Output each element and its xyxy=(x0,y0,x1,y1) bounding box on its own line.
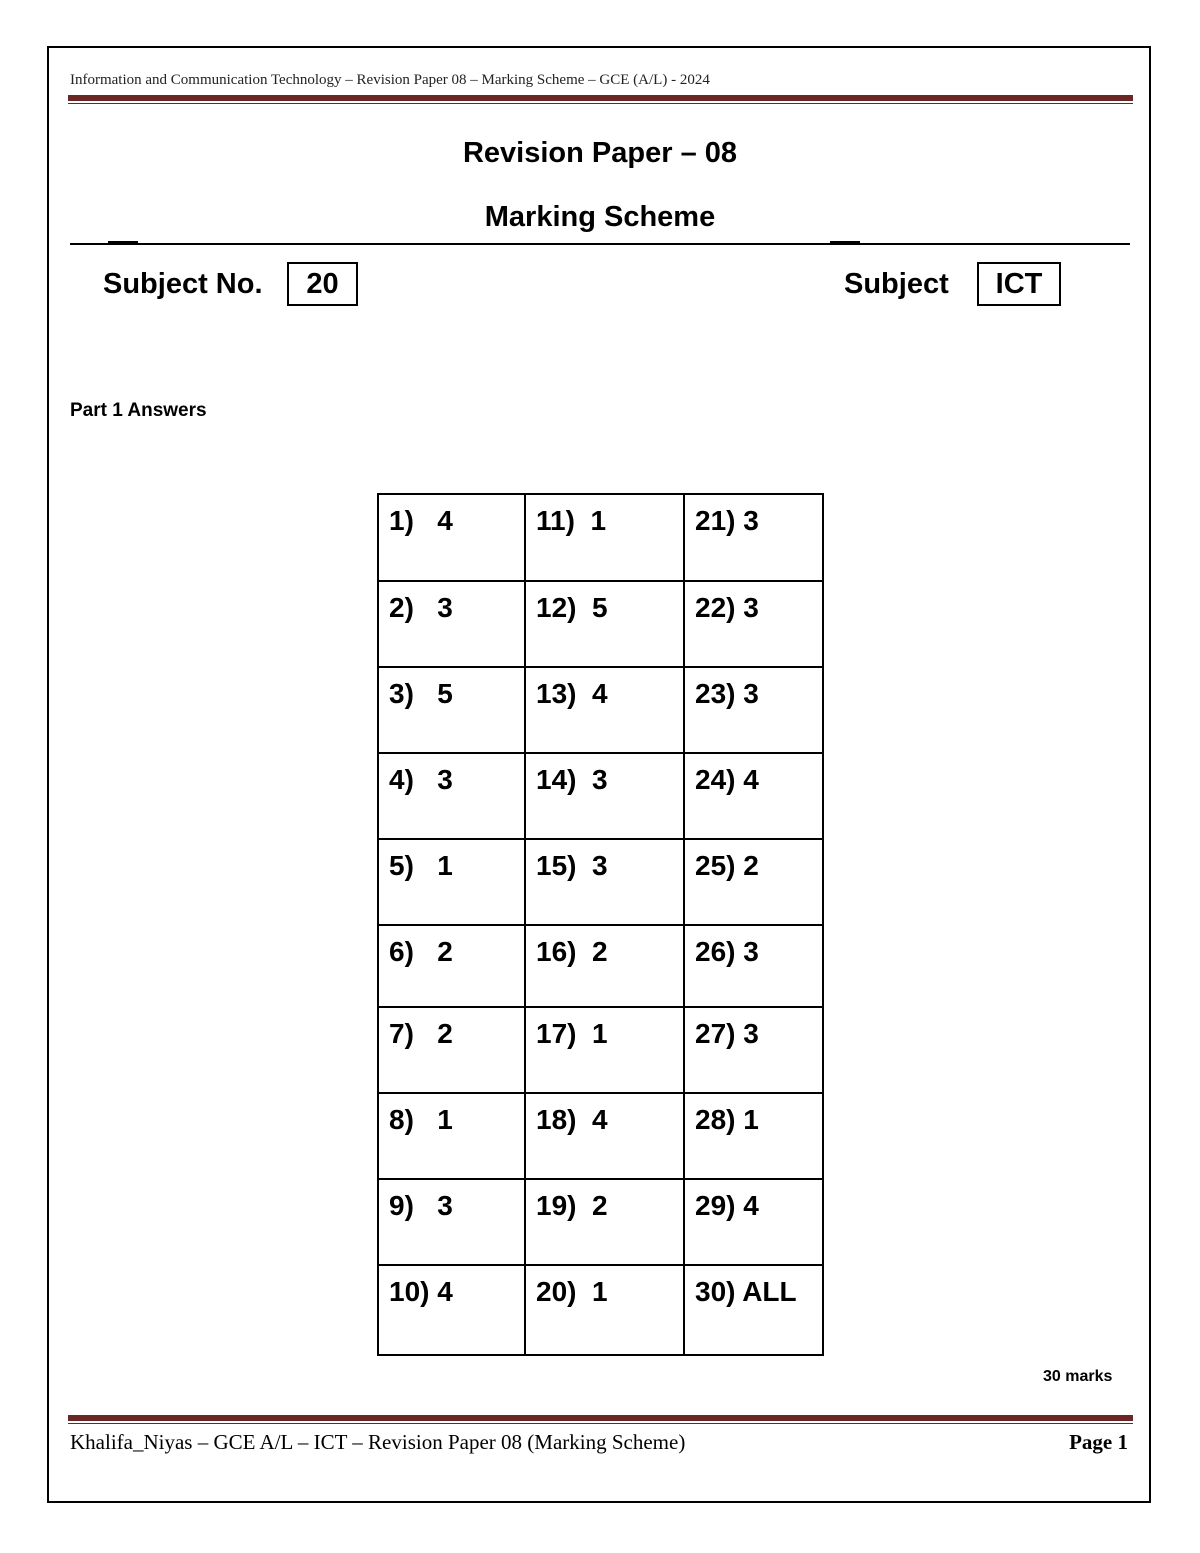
table-row xyxy=(378,753,823,839)
subject-number-label: Subject No. xyxy=(103,268,263,300)
table-row xyxy=(378,667,823,753)
answer-cell: 16) 2 xyxy=(525,925,684,1007)
title-tick-right xyxy=(830,241,860,243)
answer-cell: 18) 4 xyxy=(525,1093,684,1179)
answers-table xyxy=(377,493,824,1356)
subject-value-box: ICT xyxy=(977,262,1061,306)
answer-cell: 24) 4 xyxy=(684,753,823,839)
footer-rule xyxy=(68,1415,1133,1421)
answer-cell: 7) 2 xyxy=(378,1007,525,1093)
header-rule xyxy=(68,95,1133,101)
answer-cell: 1) 4 xyxy=(378,494,525,581)
answer-cell: 2) 3 xyxy=(378,581,525,667)
answer-cell: 29) 4 xyxy=(684,1179,823,1265)
paper-title: Revision Paper – 08 xyxy=(462,137,738,169)
answer-cell: 13) 4 xyxy=(525,667,684,753)
answer-cell: 25) 2 xyxy=(684,839,823,925)
answer-cell: 21) 3 xyxy=(684,494,823,581)
answer-cell: 17) 1 xyxy=(525,1007,684,1093)
title-tick-left xyxy=(108,241,138,243)
table-row xyxy=(378,1007,823,1093)
subject-label: Subject xyxy=(844,268,949,300)
answer-cell: 6) 2 xyxy=(378,925,525,1007)
table-row xyxy=(378,1179,823,1265)
table-row xyxy=(378,925,823,1007)
answer-cell: 4) 3 xyxy=(378,753,525,839)
table-row xyxy=(378,1093,823,1179)
header-rule-thin xyxy=(68,103,1133,104)
table-row xyxy=(378,839,823,925)
answer-cell: 27) 3 xyxy=(684,1007,823,1093)
answer-cell: 8) 1 xyxy=(378,1093,525,1179)
page-number: Page 1 xyxy=(1069,1430,1128,1454)
part1-heading: Part 1 Answers xyxy=(70,400,207,421)
answer-cell: 15) 3 xyxy=(525,839,684,925)
paper-subtitle: Marking Scheme xyxy=(484,201,716,233)
footer-rule-thin xyxy=(68,1423,1133,1424)
subject-number-box: 20 xyxy=(287,262,358,306)
table-row xyxy=(378,581,823,667)
title-underline xyxy=(70,243,1130,245)
answer-cell: 23) 3 xyxy=(684,667,823,753)
answer-cell: 30) ALL xyxy=(684,1265,823,1355)
answer-cell: 3) 5 xyxy=(378,667,525,753)
table-row xyxy=(378,494,823,581)
answer-cell: 12) 5 xyxy=(525,581,684,667)
answer-cell: 20) 1 xyxy=(525,1265,684,1355)
answer-cell: 26) 3 xyxy=(684,925,823,1007)
answer-cell: 5) 1 xyxy=(378,839,525,925)
marks-total: 30 marks xyxy=(1043,1368,1113,1385)
table-row xyxy=(378,1265,823,1355)
answer-cell: 28) 1 xyxy=(684,1093,823,1179)
answer-cell: 14) 3 xyxy=(525,753,684,839)
answer-cell: 22) 3 xyxy=(684,581,823,667)
answer-cell: 11) 1 xyxy=(525,494,684,581)
answer-cell: 10) 4 xyxy=(378,1265,525,1355)
answer-cell: 9) 3 xyxy=(378,1179,525,1265)
answer-cell: 19) 2 xyxy=(525,1179,684,1265)
footer-text: Khalifa_Niyas – GCE A/L – ICT – Revision Paper 08 (Marking Scheme) xyxy=(70,1430,686,1454)
running-header: Information and Communication Technology – Revision Paper 08 – Marking Scheme – GCE (A/L) - 2024 xyxy=(70,72,710,88)
